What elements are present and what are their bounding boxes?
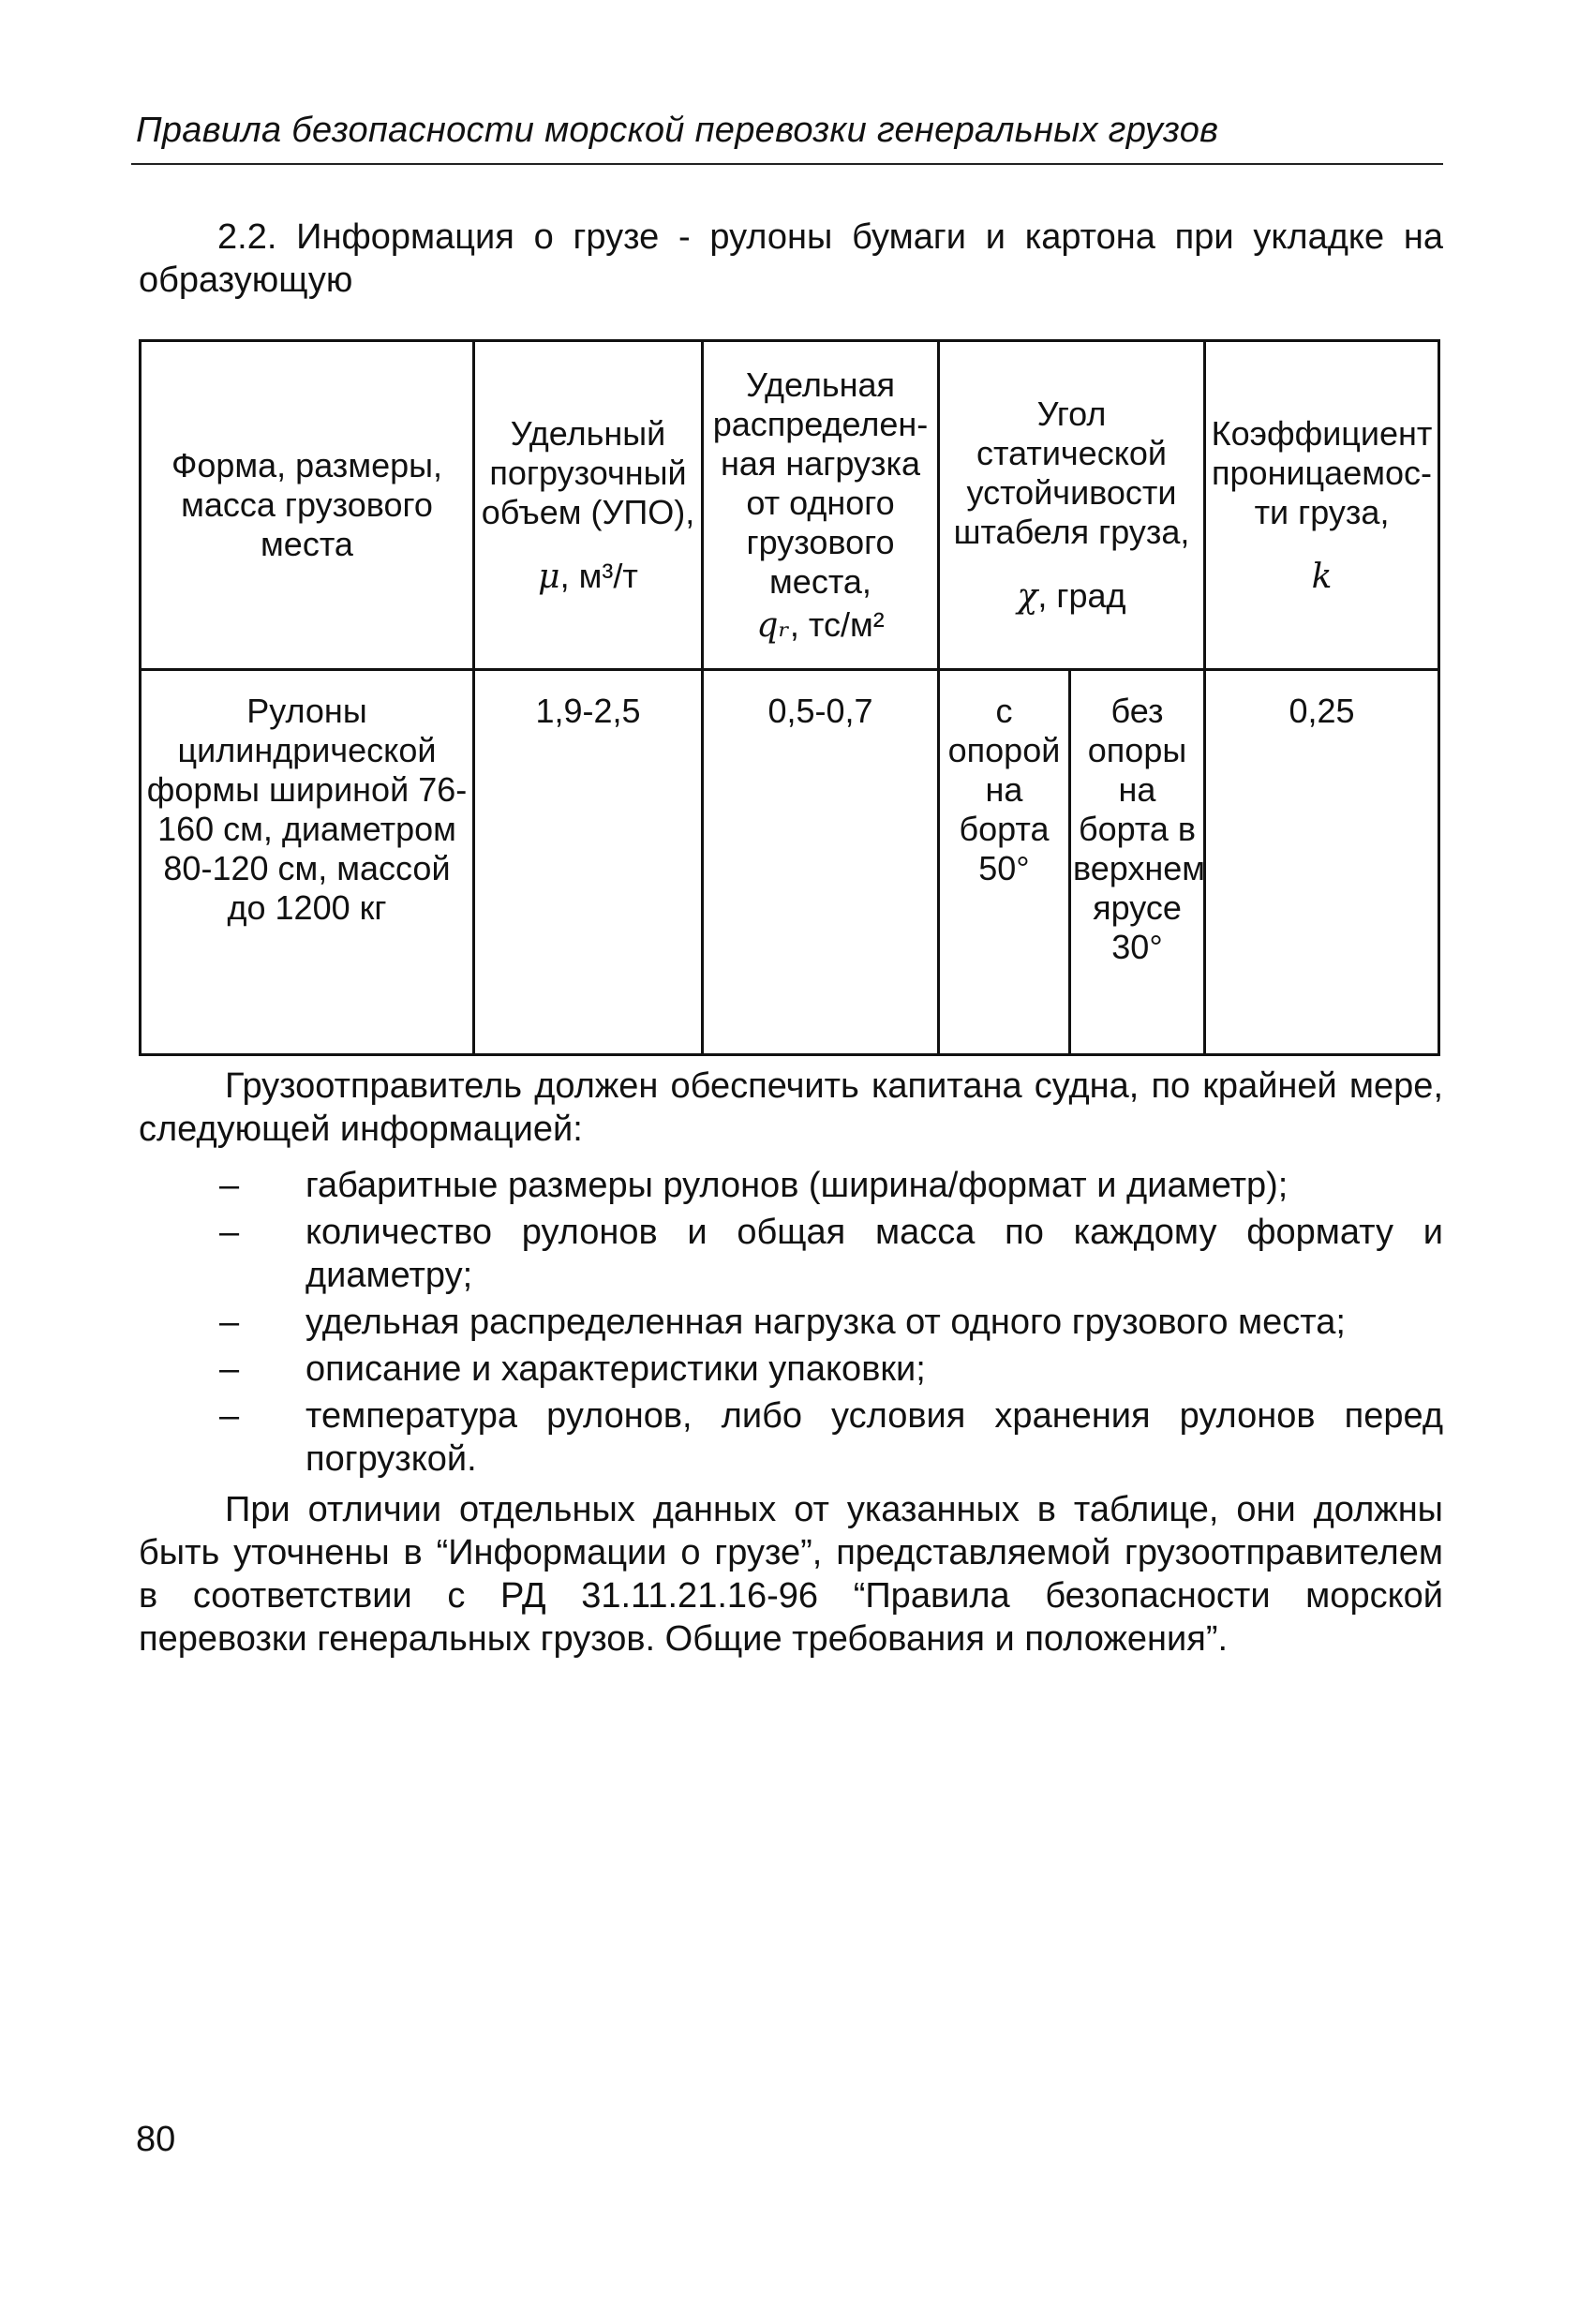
upo-unit-text: , м³/т	[559, 556, 638, 595]
header-k-unit	[1208, 557, 1436, 597]
load-unit-text: , тс/м²	[789, 604, 885, 644]
list-dash: –	[219, 1349, 240, 1389]
header-cell-angle	[939, 341, 1205, 670]
list-item	[139, 1211, 1443, 1297]
list-dash: –	[219, 1213, 240, 1252]
list-item	[139, 1164, 1443, 1207]
header-form-text: Форма, размеры, масса грузового места	[171, 446, 442, 563]
header-upo-unit	[477, 557, 699, 597]
header-load-unit	[706, 605, 935, 646]
header-cell-k	[1205, 341, 1439, 670]
header-load-text: Удельная распределен-ная нагрузка от одного грузового места,	[712, 365, 929, 601]
header-cell-load	[703, 341, 939, 670]
cell-angle-without-support: без опоры на борта в верхнем ярусе 30°	[1070, 670, 1205, 1055]
k-symbol: k	[1311, 557, 1333, 596]
cell-description: Рулоны цилиндрической формы шириной 76-160 см, диаметром 80-120 см, массой до 1200 кг	[141, 670, 474, 1055]
angle-symbol: χ	[1017, 576, 1038, 616]
list-item-text: описание и характеристики упаковки;	[305, 1349, 926, 1389]
cell-load: 0,5-0,7	[703, 670, 939, 1055]
section-intro: 2.2. Информация о грузе - рулоны бумаги и картона при укладке на образующую	[139, 217, 1443, 300]
table-header-row	[141, 341, 1439, 670]
load-symbol: qᵣ	[756, 605, 790, 645]
header-k-text: Коэффициент проницаемос-ти груза,	[1211, 413, 1433, 531]
header-angle-text: Угол статической устойчивости штабеля груза,	[953, 394, 1190, 551]
list-dash: –	[219, 1166, 240, 1205]
page-number: 80	[136, 2120, 176, 2159]
angle-unit-text: , град	[1037, 575, 1126, 615]
running-header: Правила безопасности морской перевозки генеральных грузов	[136, 111, 1219, 150]
cell-angle-with-support: с опорой на борта 50°	[939, 670, 1070, 1055]
list-item-text: температура рулонов, либо условия хранения рулонов перед погрузкой.	[305, 1396, 1443, 1479]
header-upo-text: Удельный погрузочный объем (УПО),	[481, 413, 695, 531]
requirements-list	[139, 1164, 1443, 1484]
list-item-text: габаритные размеры рулонов (ширина/формат и диаметр);	[305, 1166, 1289, 1205]
list-item	[139, 1301, 1443, 1344]
list-item	[139, 1348, 1443, 1391]
list-item-text: удельная распределенная нагрузка от одного грузового места;	[305, 1303, 1346, 1342]
paragraph-shipper-info: Грузоотправитель должен обеспечить капитана судна, по крайней мере, следующей информацией:	[139, 1066, 1443, 1149]
paragraph-discrepancy: При отличии отдельных данных от указанных в таблице, они должны быть уточнены в “Информации о грузе”, представляемой грузоотправителем в соответствии с РД 31.11.21.16-96 “Правила безопасности морской перевозки генеральных грузов. Общие требования и положения”.	[139, 1490, 1443, 1659]
list-dash: –	[219, 1303, 240, 1342]
header-angle-unit	[942, 576, 1201, 617]
list-dash: –	[219, 1396, 240, 1436]
cargo-info-table	[139, 339, 1440, 1056]
cell-k: 0,25	[1205, 670, 1439, 1055]
table-row	[141, 670, 1439, 1055]
list-item-text: количество рулонов и общая масса по каждому формату и диаметру;	[305, 1213, 1443, 1295]
cell-upo: 1,9-2,5	[474, 670, 703, 1055]
list-item	[139, 1394, 1443, 1481]
header-cell-form	[141, 341, 474, 670]
header-cell-upo	[474, 341, 703, 670]
upo-symbol: μ	[538, 557, 560, 596]
header-rule	[131, 163, 1443, 165]
